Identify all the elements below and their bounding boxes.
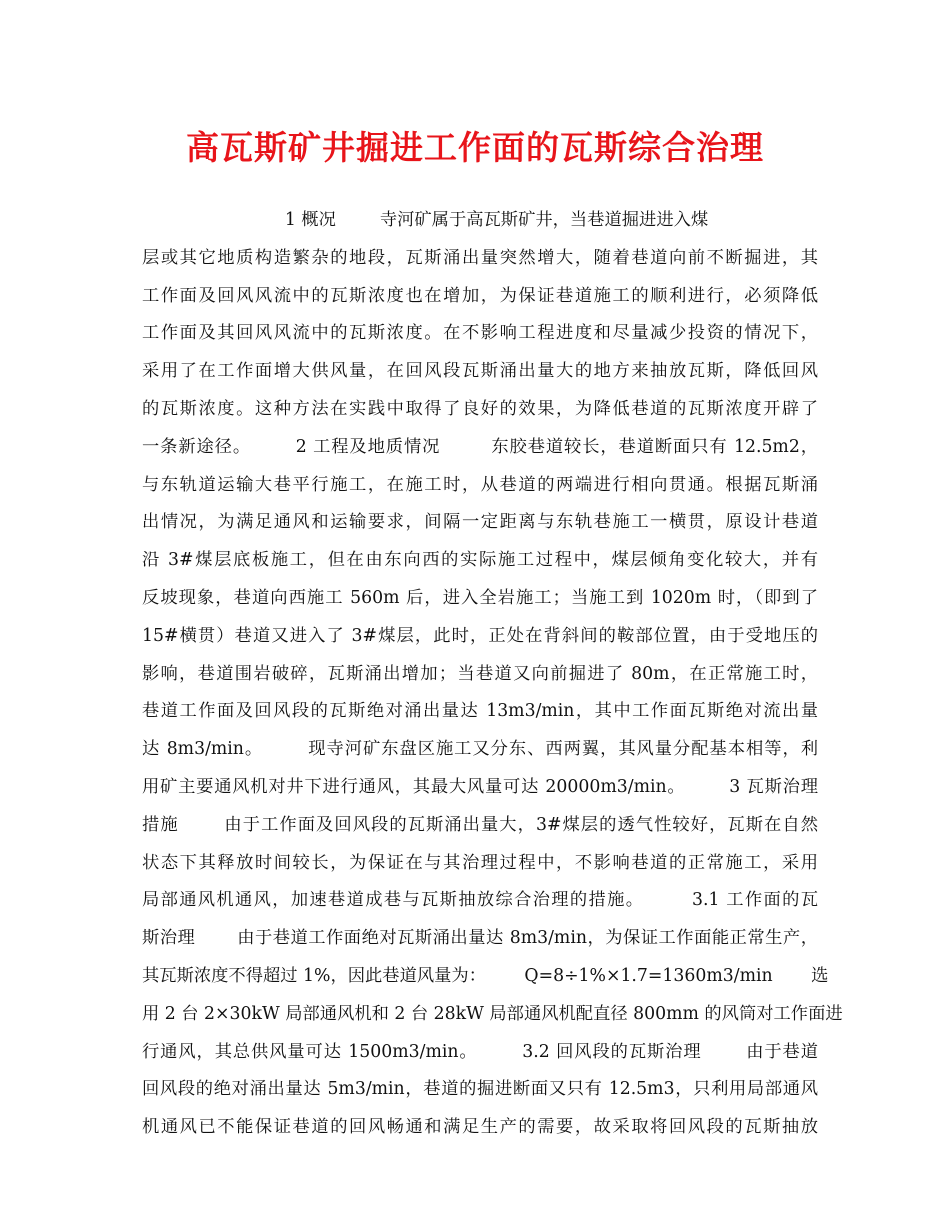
body-line: 措施 由于工作面及回风段的瓦斯涌出量大，3#煤层的透气性较好，瓦斯在自然 xyxy=(142,814,818,835)
body-line: 巷道工作面及回风段的瓦斯绝对涌出量达 13m3/min，其中工作面瓦斯绝对流出量 xyxy=(142,701,818,722)
body-line: 工作面及回风风流中的瓦斯浓度也在增加，为保证巷道施工的顺利进行，必须降低 xyxy=(142,285,818,306)
document-title: 高瓦斯矿井掘进工作面的瓦斯综合治理 xyxy=(186,128,764,167)
body-line: 达 8m3/min。 现寺河矿东盘区施工又分东、西两翼，其风量分配基本相等，利 xyxy=(142,739,818,760)
document-body xyxy=(142,202,843,1147)
body-line: 用 2 台 2×30kW 局部通风机和 2 台 28kW 局部通风机配直径 800mm 的风筒对工作面进 xyxy=(142,1003,843,1024)
body-line: 15#横贯）巷道又进入了 3#煤层，此时，正处在背斜间的鞍部位置，由于受地压的 xyxy=(142,625,818,646)
body-line: 行通风，其总供风量可达 1500m3/min。 3.2 回风段的瓦斯治理 由于巷道 xyxy=(142,1041,818,1062)
body-line: 工作面及其回风风流中的瓦斯浓度。在不影响工程进度和尽量减少投资的情况下， xyxy=(142,323,818,344)
body-line: 层或其它地质构造繁杂的地段，瓦斯涌出量突然增大，随着巷道向前不断掘进，其 xyxy=(142,247,818,268)
body-line: 其瓦斯浓度不得超过 1%，因此巷道风量为： Q=8÷1%×1.7=1360m3/min 选 xyxy=(142,965,829,986)
body-line: 状态下其释放时间较长，为保证在与其治理过程中，不影响巷道的正常施工，采用 xyxy=(142,852,818,873)
body-line: 采用了在工作面增大供风量，在回风段瓦斯涌出量大的地方来抽放瓦斯，降低回风 xyxy=(142,361,818,382)
body-line: 斯治理 由于巷道工作面绝对瓦斯涌出量达 8m3/min，为保证工作面能正常生产， xyxy=(142,928,818,949)
body-line: 1 概况 寺河矿属于高瓦斯矿井，当巷道掘进进入煤 xyxy=(142,210,709,230)
body-line: 一条新途径。 2 工程及地质情况 东胶巷道较长，巷道断面只有 12.5m2， xyxy=(142,436,818,457)
body-line: 的瓦斯浓度。这种方法在实践中取得了良好的效果，为降低巷道的瓦斯浓度开辟了 xyxy=(142,398,818,419)
body-line: 用矿主要通风机对井下进行通风，其最大风量可达 20000m3/min。 3 瓦斯治理 xyxy=(142,776,818,797)
body-line: 回风段的绝对涌出量达 5m3/min，巷道的掘进断面又只有 12.5m3，只利用局部通风 xyxy=(142,1079,818,1100)
body-line: 出情况，为满足通风和运输要求，间隔一定距离与东轨巷施工一横贯，原设计巷道 xyxy=(142,512,818,533)
body-line: 反坡现象，巷道向西施工 560m 后，进入全岩施工；当施工到 1020m 时，（即到了 xyxy=(142,587,818,608)
body-line: 与东轨道运输大巷平行施工，在施工时，从巷道的两端进行相向贯通。根据瓦斯涌 xyxy=(142,474,818,495)
body-line: 影响，巷道围岩破碎，瓦斯涌出增加；当巷道又向前掘进了 80m，在正常施工时， xyxy=(142,663,818,684)
body-line: 局部通风机通风，加速巷道成巷与瓦斯抽放综合治理的措施。 3.1 工作面的瓦 xyxy=(142,890,818,911)
body-line: 机通风已不能保证巷道的回风畅通和满足生产的需要，故采取将回风段的瓦斯抽放 xyxy=(142,1117,818,1138)
body-line: 沿 3#煤层底板施工，但在由东向西的实际施工过程中，煤层倾角变化较大，并有 xyxy=(142,550,818,571)
